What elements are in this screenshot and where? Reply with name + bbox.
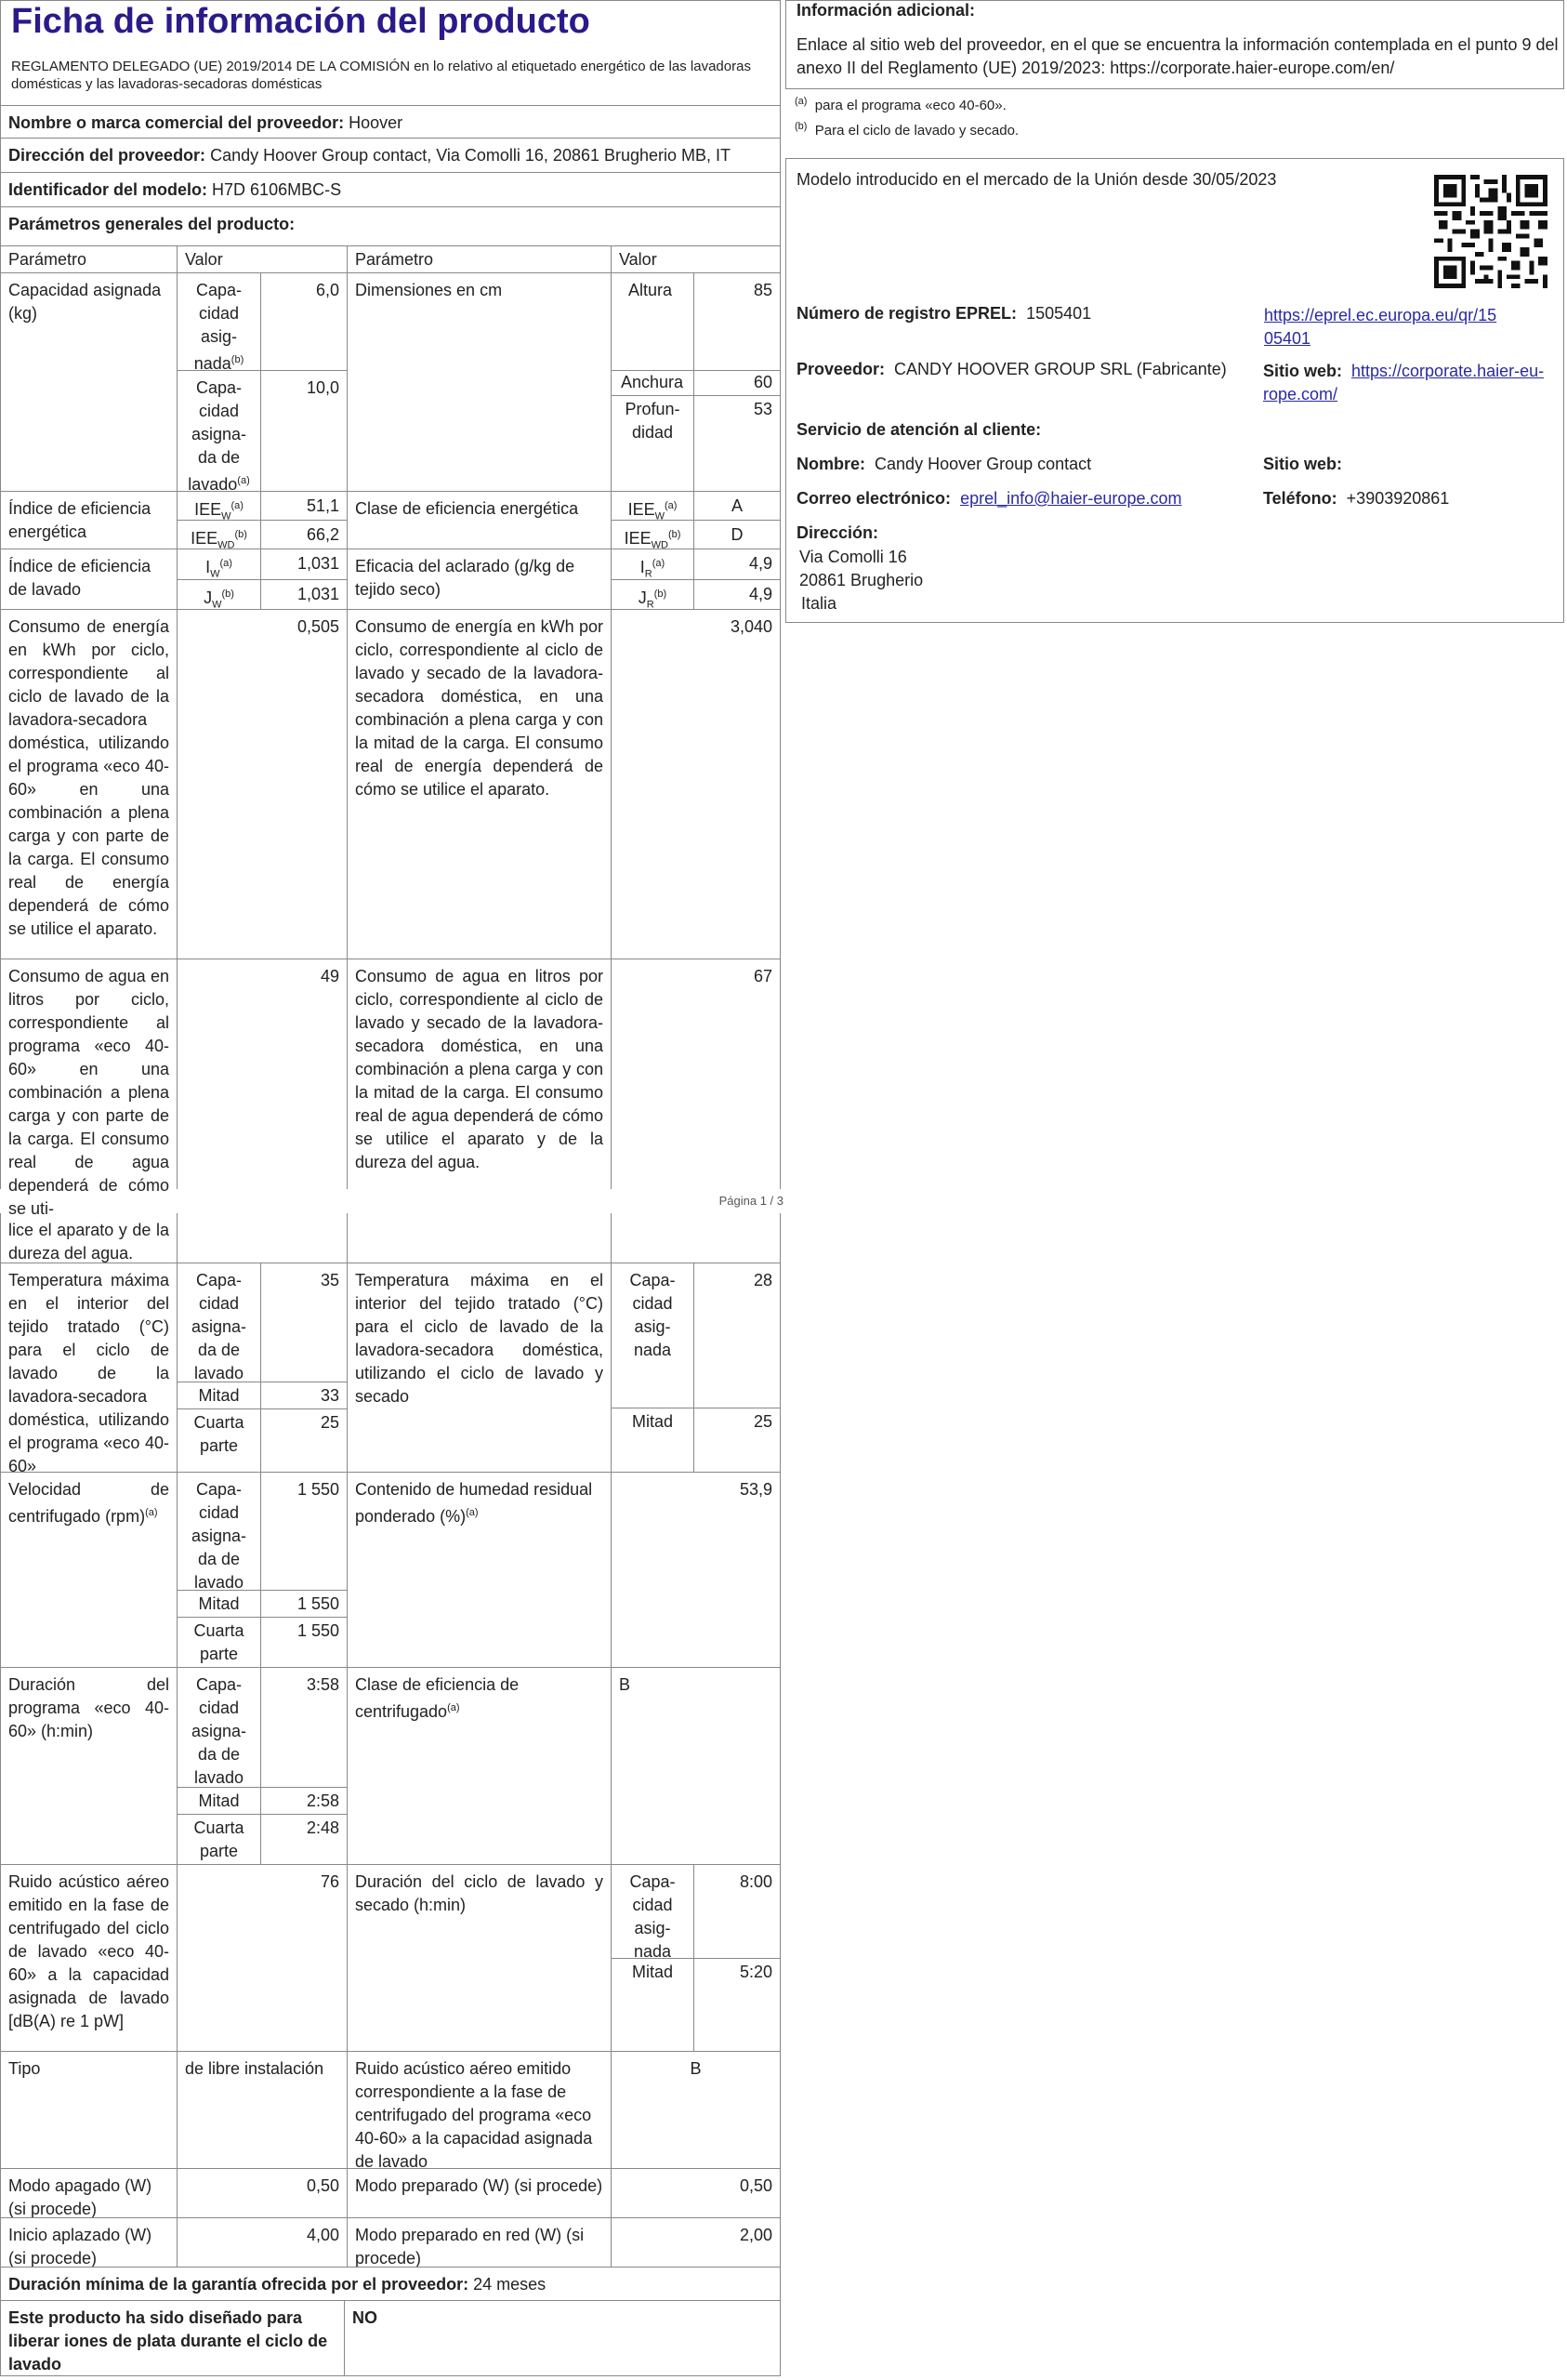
spin-class-value: B — [611, 1667, 781, 1865]
regulation-text: REGLAMENTO DELEGADO (UE) 2019/2014 DE LA COMISIÓN en lo relativo al etiquetado energético de las lavadoras domésticas y las lavadoras-secadoras domésticas — [11, 59, 751, 92]
temp-wd-rated-value: 28 — [693, 1263, 781, 1408]
market-date: Modelo introducido en el mercado de la Unión desde 30/05/2023 — [797, 170, 1277, 189]
wd-duration-half-value: 5:20 — [693, 1958, 781, 2052]
type-label: Tipo — [0, 2051, 178, 2169]
delay-start-label: Inicio aplazado (W) (si procede) — [0, 2217, 178, 2268]
water-wd-label-cont — [347, 1213, 612, 1263]
iw-value: 1,031 — [260, 549, 348, 580]
model-label: Identificador del modelo: — [8, 180, 208, 199]
service-address-line2: 20861 Brugherio — [799, 571, 924, 589]
warranty-value: 24 meses — [473, 2275, 546, 2294]
model-value: H7D 6106MBC-S — [212, 180, 342, 199]
water-label-part1: Consumo de agua en litros por ciclo, correspondiente al programa «eco 40-60» en una combinación a plena carga y con parte de la carga. El consumo real de agua dependerá de cómo se uti- — [0, 959, 178, 1189]
energy-wd-value: 3,040 — [611, 609, 781, 959]
wd-duration-rated-sublabel: Capa-cidad asig-nada — [611, 1864, 694, 1959]
silver-ions-value: NO — [344, 2300, 781, 2376]
energy-class-wd-sublabel: $IEE_{WD}^{(b)}$ — [611, 520, 694, 549]
eprel-reg-label: Número de registro EPREL: — [797, 304, 1018, 323]
supplier-address-value: Candy Hoover Group contact, Via Comolli 16, 20861 Brugherio MB, IT — [210, 146, 731, 165]
jr-value: 4,9 — [693, 579, 781, 610]
temp-wd-half-value: 25 — [693, 1408, 781, 1473]
warranty-row — [0, 2267, 781, 2301]
service-email-row — [797, 489, 1252, 513]
temp-wd-half-sublabel: Mitad — [611, 1408, 694, 1473]
capacity-wash2-sublabel: Capa-cidad asigna-da de lavado$^{(a)}$ — [177, 370, 261, 492]
delay-start-value: 4,00 — [177, 2217, 348, 2268]
service-name-label: Nombre: — [797, 455, 866, 473]
energy-class-wd-value: D — [693, 520, 781, 549]
eei-label: Índice de eficiencia energética — [0, 491, 178, 549]
additional-info-title: Información adicional: — [797, 1, 976, 20]
temp-rated-value: 35 — [260, 1263, 348, 1382]
duration-half-value: 2:58 — [260, 1787, 348, 1815]
duration-rated-sublabel: Capa-cidad asigna-da de lavado — [177, 1667, 261, 1788]
model-row — [0, 172, 781, 207]
temperature-wd-label: Temperatura máxima en el interior del tejido tratado (°C) para el ciclo de lavado de la lavadora-secadora doméstica, utilizando el ciclo de lavado y secado — [347, 1263, 612, 1473]
service-address-label: Dirección: — [797, 523, 879, 542]
iw-sublabel: $I_W^{(a)}$ — [177, 549, 261, 580]
eprel-reg-value: 1505401 — [1026, 304, 1092, 323]
additional-info-text: Enlace al sitio web del proveedor, en el que se encuentra la información contemplada en el punto 9 del anexo II del Reglamento (UE) 2019/2023: https://corporate.haier-europe.com/en/ — [797, 35, 1559, 77]
eprel-web-label: Sitio web: — [1263, 362, 1342, 380]
ir-sublabel: $I_R^{(a)}$ — [611, 549, 694, 580]
eprel-web-row — [1263, 360, 1560, 408]
footnote-b: $^{(b)}$ Para el ciclo de lavado y secado. — [795, 121, 1020, 139]
capacity-wash-sublabel: Capa-cidad asig-nada$^{(b)}$ — [177, 272, 261, 371]
service-address-line3: Italia — [801, 594, 837, 613]
supplier-address-label: Dirección del proveedor: — [8, 146, 206, 165]
duration-label: Duración del programa «eco 40-60» (h:min) — [0, 1667, 178, 1865]
wd-duration-half-sublabel: Mitad — [611, 1958, 694, 2052]
spin-quarter-value: 1 550 — [260, 1617, 348, 1668]
noise-label: Ruido acústico aéreo emitido en la fase de centrifugado del ciclo de lavado «eco 40-60» a la capacidad asignada de lavado [dB(A) re 1 pW] — [0, 1864, 178, 2052]
noise-class-label: Ruido acústico aéreo emitido correspondiente a la fase de centrifugado del programa «eco 40-60» a la capacidad asignada de lavado — [347, 2051, 612, 2169]
service-web-label: Sitio web: — [1263, 455, 1342, 473]
eei-w-sublabel: $IEE_W^{(a)}$ — [177, 491, 261, 521]
col-param-2: Parámetro — [347, 245, 612, 273]
energy-wd-label: Consumo de energía en kWh por ciclo, correspondiente al ciclo de lavado y secado de la lavadora-secadora doméstica, en una combinación a plena carga y con la mitad de la carga. El consumo real de energía dependerá de cómo se utilice el aparato. — [347, 609, 612, 959]
warranty-label: Duración mínima de la garantía ofrecida por el proveedor: — [8, 2275, 469, 2294]
temp-half-sublabel: Mitad — [177, 1382, 261, 1409]
water-label-part2: lice el aparato y de la dureza del agua. — [0, 1213, 178, 1263]
eprel-web-link[interactable]: https://corporate.haier-eu- — [1351, 362, 1545, 380]
page-number: Página 1 / 3 — [718, 1194, 784, 1208]
temp-half-value: 33 — [260, 1382, 348, 1409]
duration-quarter-sublabel: Cuarta parte — [177, 1814, 261, 1865]
moisture-label: Contenido de humedad residual ponderado (%)$^{(a)}$ — [347, 1472, 612, 1668]
service-email-link[interactable]: eprel_info@haier-europe.com — [960, 489, 1182, 508]
standby-label: Modo preparado (W) (si procede) — [347, 2168, 612, 2218]
water-wd-value-cont — [611, 1213, 781, 1263]
spin-rated-sublabel: Capa-cidad asigna-da de lavado — [177, 1472, 261, 1591]
silver-ions-label: Este producto ha sido diseñado para liberar iones de plata durante el ciclo de lavado — [0, 2300, 345, 2376]
water-value-cont — [177, 1213, 348, 1263]
col-value-2: Valor — [611, 245, 781, 273]
service-address-line1: Via Comolli 16 — [799, 548, 907, 566]
duration-quarter-value: 2:48 — [260, 1814, 348, 1865]
height-value: 85 — [693, 272, 781, 371]
dimensions-label: Dimensiones en cm — [347, 272, 612, 492]
water-wd-value: 67 — [611, 959, 781, 1189]
eprel-supplier-label: Proveedor: — [797, 360, 886, 378]
temperature-label: Temperatura máxima en el interior del tejido tratado (°C) para el ciclo de lavado de la lavadora-secadora doméstica, utilizando el programa «eco 40-60» — [0, 1263, 178, 1473]
duration-half-sublabel: Mitad — [177, 1787, 261, 1815]
off-mode-value: 0,50 — [177, 2168, 348, 2218]
moisture-value: 53,9 — [611, 1472, 781, 1668]
supplier-name-label: Nombre o marca comercial del proveedor: — [8, 113, 345, 132]
capacity-label: Capacidad asignada (kg) — [0, 272, 178, 492]
page-title: Ficha de información del producto — [11, 2, 590, 41]
temp-quarter-sublabel: Cuarta parte — [177, 1408, 261, 1473]
energy-value: 0,505 — [177, 609, 348, 959]
service-name-row — [797, 455, 1252, 479]
ir-value: 4,9 — [693, 549, 781, 580]
noise-value: 76 — [177, 1864, 348, 2052]
eprel-link[interactable]: https://eprel.ec.europa.eu/qr/15 05401 — [1264, 306, 1497, 348]
wd-duration-label: Duración del ciclo de lavado y secado (h:min) — [347, 1864, 612, 2052]
eei-wd-value: 66,2 — [260, 520, 348, 549]
general-params-row: Parámetros generales del producto: — [0, 206, 781, 246]
service-title: Servicio de atención al cliente: — [797, 420, 1042, 439]
service-name-value: Candy Hoover Group contact — [875, 455, 1092, 473]
wd-duration-rated-value: 8:00 — [693, 1864, 781, 1959]
water-value: 49 — [177, 959, 348, 1189]
temp-quarter-value: 25 — [260, 1408, 348, 1473]
service-email-label: Correo electrónico: — [797, 489, 952, 508]
wash-index-label: Índice de eficiencia de lavado — [0, 549, 178, 610]
width-label: Anchura — [611, 370, 694, 396]
spin-half-value: 1 550 — [260, 1590, 348, 1618]
energy-class-w-value: A — [693, 491, 781, 521]
jr-sublabel: $J_R^{(b)}$ — [611, 579, 694, 610]
supplier-name-value: Hoover — [349, 113, 403, 132]
energy-class-w-sublabel: $IEE_W^{(a)}$ — [611, 491, 694, 521]
service-phone-row — [1263, 489, 1551, 513]
standby-value: 0,50 — [611, 2168, 781, 2218]
depth-label: Profun-didad — [611, 395, 694, 492]
spin-quarter-sublabel: Cuarta parte — [177, 1617, 261, 1668]
spin-rated-value: 1 550 — [260, 1472, 348, 1591]
network-standby-label: Modo preparado en red (W) (si procede) — [347, 2217, 612, 2268]
eprel-supplier-value: CANDY HOOVER GROUP SRL (Fabricante) — [894, 360, 1227, 378]
jw-value: 1,031 — [260, 579, 348, 610]
type-value: de libre instalación — [177, 2051, 348, 2169]
supplier-name-row — [0, 105, 781, 139]
eprel-supplier-row — [797, 360, 1252, 384]
spin-class-label: Clase de eficiencia de centrifugado$^{(a)}$ — [347, 1667, 612, 1865]
qr-code-icon[interactable] — [1434, 175, 1547, 288]
supplier-address-row — [0, 138, 781, 173]
temp-wd-rated-sublabel: Capa-cidad asig-nada — [611, 1263, 694, 1408]
service-phone-value: +3903920861 — [1346, 489, 1450, 508]
duration-rated-value: 3:58 — [260, 1667, 348, 1788]
network-standby-value: 2,00 — [611, 2217, 781, 2268]
eprel-reg-row — [797, 304, 1243, 328]
capacity-wash2-value: 10,0 — [260, 370, 348, 492]
service-phone-label: Teléfono: — [1263, 489, 1337, 508]
energy-class-label: Clase de eficiencia energética — [347, 491, 612, 549]
noise-class-value: B — [611, 2051, 781, 2169]
capacity-wash-value: 6,0 — [260, 272, 348, 371]
spin-label: Velocidad de centrifugado (rpm)$^{(a)}$ — [0, 1472, 178, 1668]
jw-sublabel: $J_W^{(b)}$ — [177, 579, 261, 610]
height-label: Altura — [611, 272, 694, 371]
footnote-a: $^{(a)}$ para el programa «eco 40-60». — [795, 96, 1007, 113]
eprel-web-link-2[interactable]: rope.com/ — [1263, 385, 1338, 403]
spin-half-sublabel: Mitad — [177, 1590, 261, 1618]
temp-rated-sublabel: Capa-cidad asigna-da de lavado — [177, 1263, 261, 1382]
col-value-1: Valor — [177, 245, 348, 273]
eei-w-value: 51,1 — [260, 491, 348, 521]
col-param-1: Parámetro — [0, 245, 178, 273]
off-mode-label: Modo apagado (W) (si procede) — [0, 2168, 178, 2218]
depth-value: 53 — [693, 395, 781, 492]
eei-wd-sublabel: $IEE_{WD}^{(b)}$ — [177, 520, 261, 549]
service-web-row — [1263, 455, 1551, 479]
water-wd-label: Consumo de agua en litros por ciclo, correspondiente al ciclo de lavado y secado de la lavadora-secadora doméstica, en una combinación a plena carga y con la mitad de la carga. El consumo real de agua dependerá de cómo se utilice el aparato y de la dureza del agua. — [347, 959, 612, 1189]
energy-label: Consumo de energía en kWh por ciclo, correspondiente al ciclo de lavado de la lavadora-secadora doméstica, utilizando el programa «eco 40-60» en una combinación a plena carga y con parte de la carga. El consumo real de energía dependerá de cómo se utilice el aparato. — [0, 609, 178, 959]
rinse-label: Eficacia del aclarado (g/kg de tejido seco) — [347, 549, 612, 610]
width-value: 60 — [693, 370, 781, 396]
